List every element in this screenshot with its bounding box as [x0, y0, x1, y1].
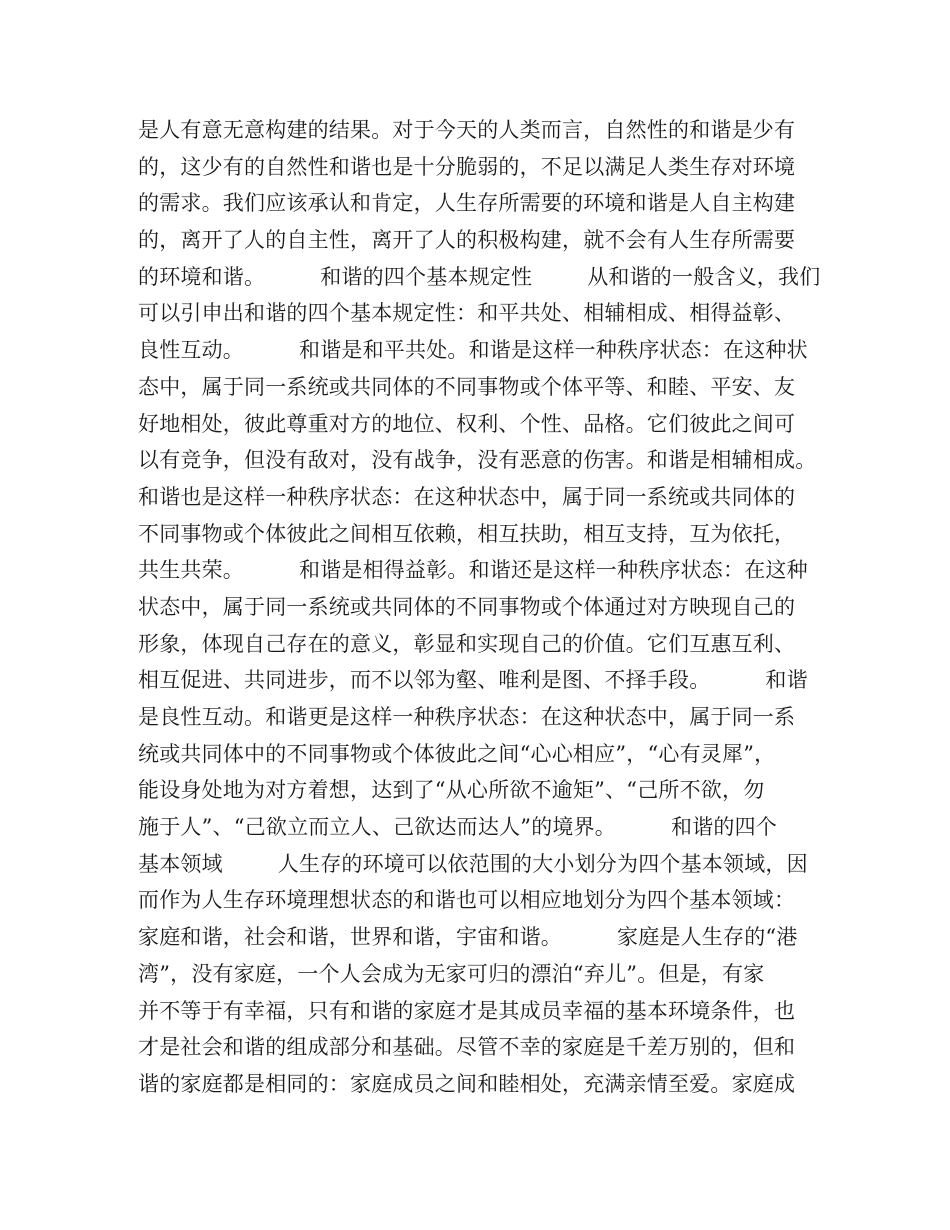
text-line: 统或共同体中的不同事物或个体彼此之间“心心相应”，“心有灵犀”， [138, 741, 776, 766]
text-line: 能设身处地为对方着想，达到了“从心所欲不逾矩”、“己所不欲，勿 [138, 778, 765, 803]
text-line: 湾”，没有家庭，一个人会成为无家可归的漂泊“弃儿”。但是，有家 [138, 961, 765, 986]
text-line: 状态中，属于同一系统或共同体的不同事物或个体通过对方映现自己的 [138, 594, 796, 619]
text-line: 是人有意无意构建的结果。对于今天的人类而言，自然性的和谐是少有 [138, 118, 796, 142]
text-line: 而作为人生存环境理想状态的和谐也可以相应地划分为四个基本领域： [138, 888, 796, 913]
text-line: 才是社会和谐的组成部分和基础。尽管不幸的家庭是千差万别的，但和 [138, 1035, 796, 1060]
text-line: 以有竞争，但没有敌对，没有战争，没有恶意的伤害。和谐是相辅相成。 [138, 448, 817, 473]
text-line: 态中，属于同一系统或共同体的不同事物或个体平等、和睦、平安、友 [138, 374, 796, 399]
text-line: 和谐也是这样一种秩序状态：在这种状态中，属于同一系统或共同体的 [138, 484, 796, 509]
text-line: 基本领域 人生存的环境可以依范围的大小划分为四个基本领域，因 [138, 851, 808, 876]
text-line: 施于人”、“己欲立而立人、己欲达而达人”的境界。 和谐的四个 [138, 815, 778, 840]
text-line: 家庭和谐，社会和谐，世界和谐，宇宙和谐。 家庭是人生存的“港 [138, 925, 798, 950]
text-line: 的，离开了人的自主性，离开了人的积极构建，就不会有人生存所需要 [138, 228, 796, 253]
text-line: 共生共荣。 和谐是相得益彰。和谐还是这样一种秩序状态：在这种 [138, 558, 808, 583]
text-line: 谐的家庭都是相同的：家庭成员之间和睦相处，充满亲情至爱。家庭成 [138, 1071, 796, 1096]
text-line: 的环境和谐。 和谐的四个基本规定性 从和谐的一般含义，我们 [138, 264, 821, 289]
text-line: 并不等于有幸福，只有和谐的家庭才是其成员幸福的基本环境条件，也 [138, 998, 796, 1023]
text-line: 相互促进、共同进步，而不以邻为壑、唯利是图、不择手段。 和谐 [138, 668, 808, 693]
text-line: 形象，体现自己存在的意义，彰显和实现自己的价值。它们互惠互利、 [138, 631, 796, 656]
text-line: 可以引申出和谐的四个基本规定性：和平共处、相辅相成、相得益彰、 [138, 301, 796, 326]
text-line: 的需求。我们应该承认和肯定，人生存所需要的环境和谐是人自主构建 [138, 191, 796, 216]
text-line: 好地相处，彼此尊重对方的地位、权利、个性、品格。它们彼此之间可 [138, 411, 796, 436]
body-text [138, 112, 828, 1103]
text-line: 良性互动。 和谐是和平共处。和谐是这样一种秩序状态：在这种状 [138, 338, 808, 363]
text-line: 的，这少有的自然性和谐也是十分脆弱的，不足以满足人类生存对环境 [138, 154, 796, 179]
text-line: 是良性互动。和谐更是这样一种秩序状态：在这种状态中，属于同一系 [138, 705, 796, 729]
text-line: 不同事物或个体彼此之间相互依赖，相互扶助，相互支持，互为依托， [138, 521, 796, 546]
